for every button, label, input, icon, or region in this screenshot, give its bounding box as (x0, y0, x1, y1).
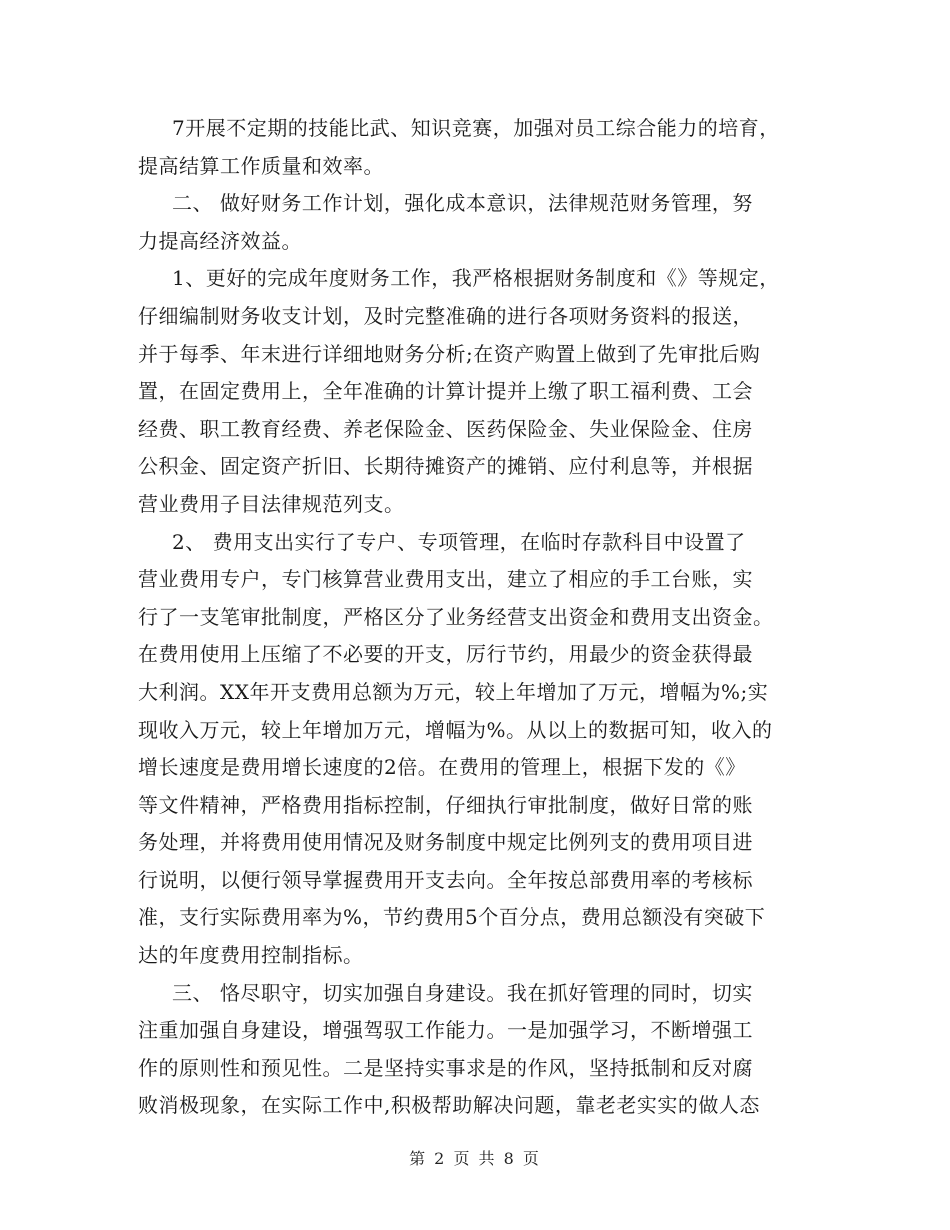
paragraph-line: 公积金、固定资产折旧、长期待摊资产的摊销、应付利息等，并根据 (138, 454, 753, 479)
paragraph-line: 注重加强自身建设，增强驾驭工作能力。一是加强学习，不断增强工 (138, 1018, 753, 1043)
paragraph-line: 经费、职工教育经费、养老保险金、医药保险金、失业保险金、住房 (138, 416, 753, 441)
paragraph-line: 行了一支笔审批制度，严格区分了业务经营支出资金和费用支出资金。 (138, 604, 774, 629)
paragraph-line: 务处理，并将费用使用情况及财务制度中规定比例列支的费用项目进 (138, 830, 753, 855)
paragraph-first-line: 2、 费用支出实行了专户、专项管理，在临时存款科目中设置了 (172, 529, 746, 554)
paragraph-line: 行说明，以便行领导掌握费用开支去向。全年按总部费用率的考核标 (138, 867, 753, 892)
paragraph-first-line: 1、更好的完成年度财务工作，我严格根据财务制度和《》等规定， (172, 266, 780, 291)
paragraph-first-line: 7开展不定期的技能比武、知识竞赛，加强对员工综合能力的培育， (172, 116, 780, 140)
paragraph-line: 力提高经济效益。 (138, 228, 302, 253)
paragraph-line: 增长速度是费用增长速度的2倍。在费用的管理上，根据下发的《》 (138, 755, 746, 780)
paragraph-line: 营业费用子目法律规范列支。 (138, 491, 405, 516)
paragraph-line: 达的年度费用控制指标。 (138, 943, 364, 968)
paragraph-line: 等文件精神，严格费用指标控制，仔细执行审批制度，做好日常的账 (138, 792, 753, 817)
paragraph-line: 提高结算工作质量和效率。 (138, 153, 384, 178)
paragraph-line: 在费用使用上压缩了不必要的开支，厉行节约，用最少的资金获得最 (138, 642, 753, 667)
paragraph-line: 作的原则性和预见性。二是坚持实事求是的作风，坚持抵制和反对腐 (138, 1055, 753, 1080)
paragraph-first-line: 三、 恪尽职守，切实加强自身建设。我在抓好管理的同时，切实 (172, 980, 753, 1005)
paragraph-line: 现收入万元，较上年增加万元，增幅为%。从以上的数据可知，收入的 (138, 717, 773, 742)
paragraph-line: 营业费用专户，专门核算营业费用支出，建立了相应的手工台账，实 (138, 567, 753, 592)
paragraph-first-line: 二、 做好财务工作计划，强化成本意识，法律规范财务管理，努 (172, 191, 753, 216)
paragraph-line: 仔细编制财务收支计划，及时完整准确的进行各项财务资料的报送， (138, 303, 753, 328)
page-footer: 第 2 页 共 8 页 (409, 1149, 541, 1168)
paragraph-line: 败消极现象，在实际工作中,积极帮助解决问题，靠老老实实的做人态 (138, 1093, 760, 1118)
paragraph-line: 置，在固定费用上，全年准确的计算计提并上缴了职工福利费、工会 (138, 379, 753, 404)
paragraph-line: 大利润。XX年开支费用总额为万元，较上年增加了万元，增幅为%;实 (138, 679, 769, 704)
paragraph-line: 准，支行实际费用率为%，节约费用5个百分点，费用总额没有突破下 (138, 905, 766, 930)
document-body (138, 110, 818, 1125)
paragraph-line: 并于每季、年末进行详细地财务分析;在资产购置上做到了先审批后购 (138, 341, 761, 366)
